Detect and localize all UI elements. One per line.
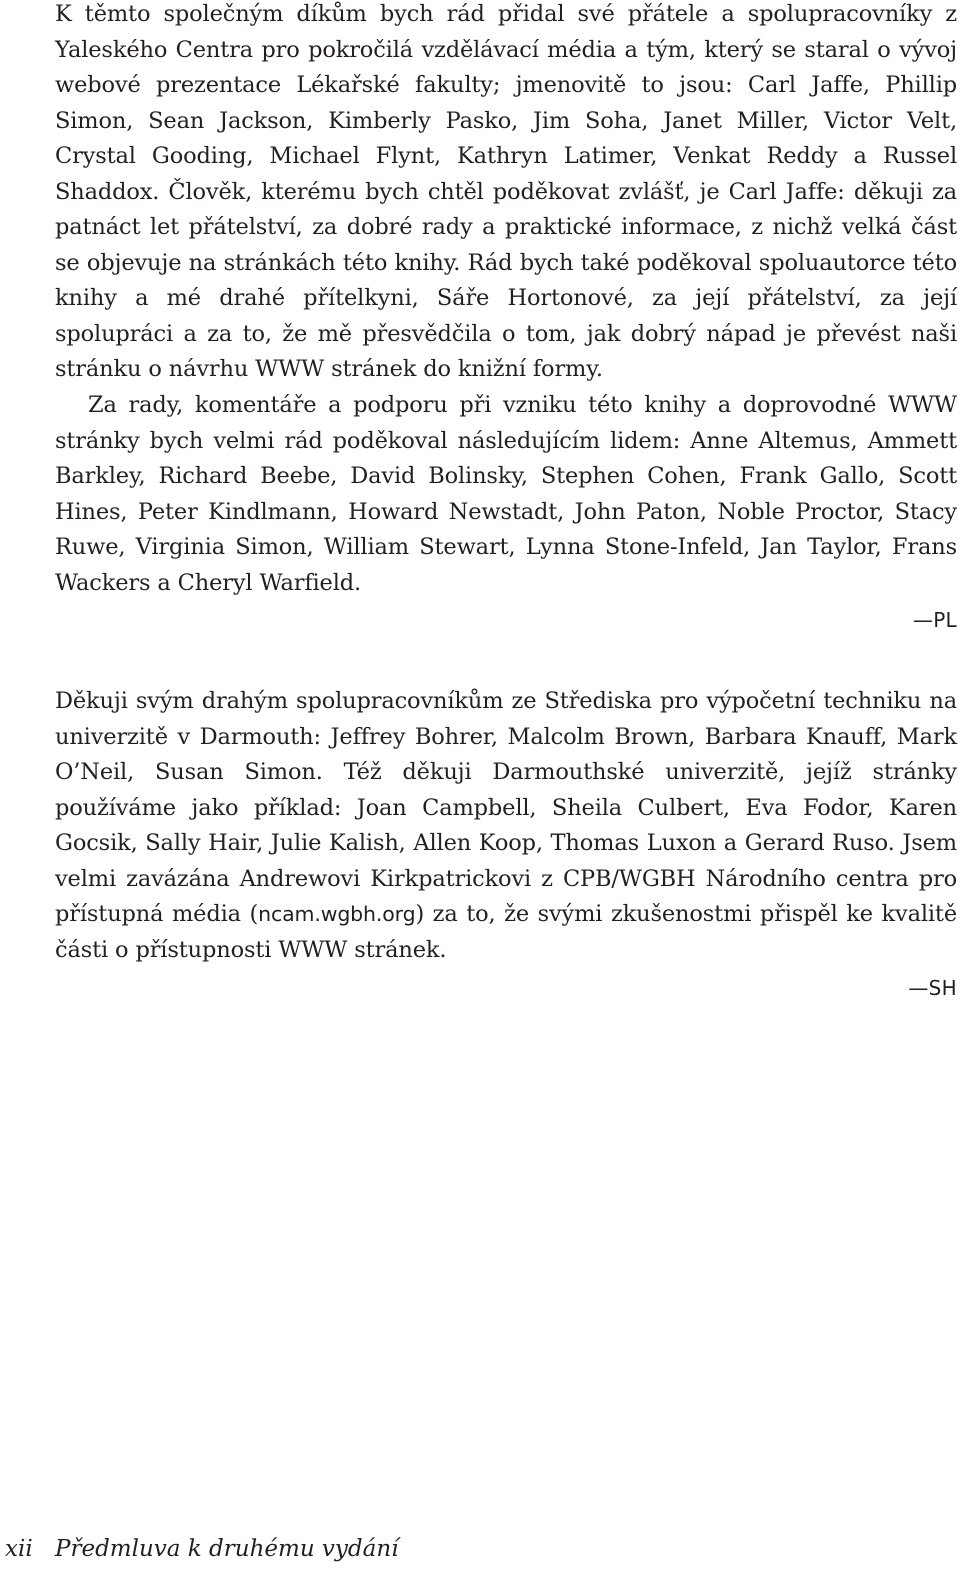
signature-sh: —SH — [908, 976, 957, 1000]
paragraph-3-url: ncam.wgbh.org — [258, 902, 416, 926]
page-number: xii — [5, 1536, 33, 1562]
acknowledgments-section-pl-2 — [55, 388, 957, 601]
running-title: Předmluva k druhému vydání — [55, 1536, 399, 1562]
acknowledgments-section-sh — [55, 684, 957, 968]
paragraph-2: Za rady, komentáře a podporu při vzniku této knihy a doprovodné WWW stránky bych velmi rád poděkoval následujícím lidem: Anne Altemus, Ammett Barkley, Richard Beebe, David Bolinsky, Stephen Cohen, Frank Gallo, Scott Hines, Peter Kindlmann, Howard Newstadt, John Paton, Noble Proctor, Stacy Ruwe, Virginia Simon, William Stewart, Lynna Stone-Infeld, Jan Taylor, Frans Wackers a Cheryl Warfield. — [55, 392, 957, 596]
page-footer — [5, 1534, 399, 1564]
paragraph-1: K těmto společným díkům bych rád přidal své přátele a spolupracovníky z Yaleského Centra pro pokročilá vzdělávací média a tým, který se staral o vývoj webové prezentace Lékařské fakulty; jmenovitě to jsou: Carl Jaffe, Phillip Simon, Sean Jackson, Kimberly Pasko, Jim Soha, Janet Miller, Victor Velt, Crystal Gooding, Michael Flynt, Kathryn Latimer, Venkat Reddy a Russel Shaddox. Člověk, kterému bych chtěl poděkovat zvlášť, je Carl Jaffe: děkuji za patnáct let přátelství, za dobré rady a praktické informace, z nichž velká část se objevuje na stránkách této knihy. Rád bych také poděkoval spoluautorce této knihy a mé drahé přítelkyni, Sáře Hortonové, za její přátelství, za její spolupráci a za to, že mě přesvědčila o tom, jak dobrý nápad je převést naši stránku o návrhu WWW stránek do knižní formy. — [55, 1, 957, 382]
signature-pl: —PL — [912, 608, 957, 632]
paragraph-3-text-b: ) za to, že svými zkušenostmi přispěl ke kvalitě části o přístupnosti WWW stránek. — [55, 901, 957, 963]
acknowledgments-section-pl — [55, 0, 957, 388]
paragraph-3 — [55, 684, 957, 968]
paragraph-3-text-a: Děkuji svým drahým spolupracovníkům ze Střediska pro výpočetní techniku na univerzitě v Darmouth: Jeffrey Bohrer, Malcolm Brown, Barbara Knauff, Mark O’Neil, Susan Simon. Též děkuji Darmouthské univerzitě, jejíž stránky používáme jako příklad: Joan Campbell, Sheila Culbert, Eva Fodor, Karen Gocsik, Sally Hair, Julie Kalish, Allen Koop, Thomas Luxon a Gerard Ruso. Jsem velmi zavázána Andrewovi Kirkpatrickovi z CPB/WGBH Národního centra pro přístupná média ( — [55, 688, 957, 927]
